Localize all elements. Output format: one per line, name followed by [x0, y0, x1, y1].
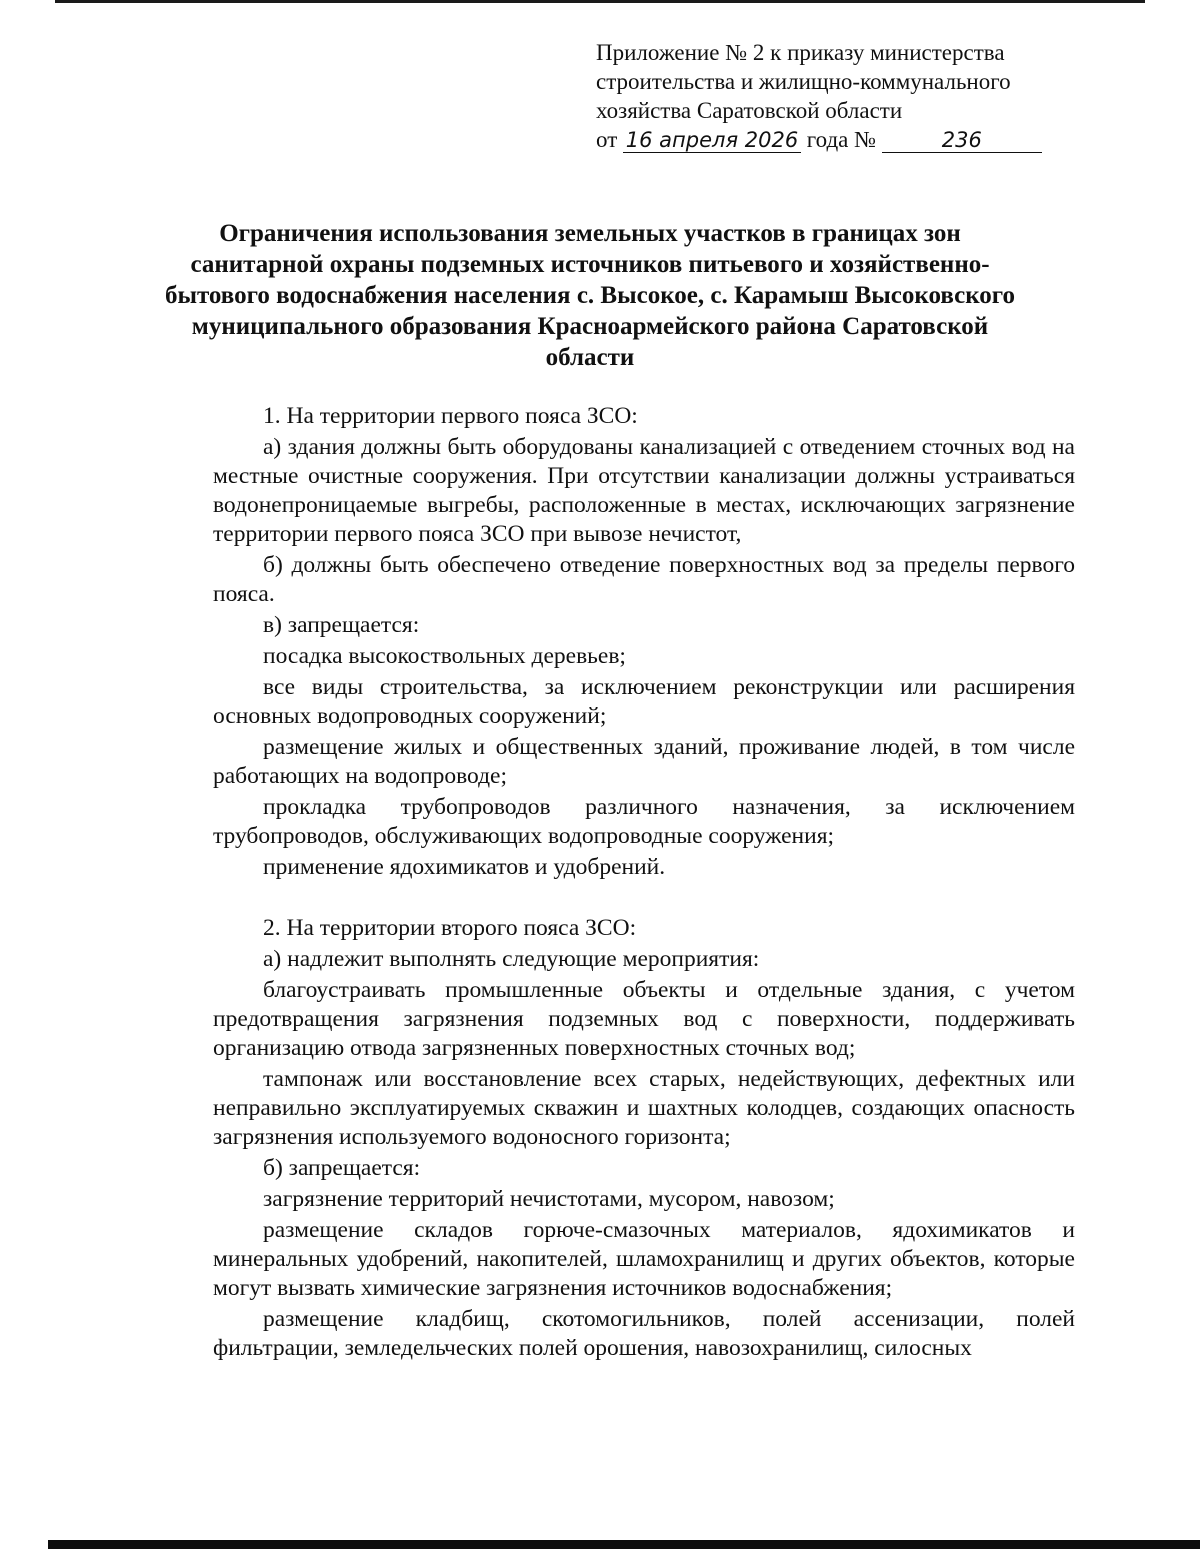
header-line-3: хозяйства Саратовской области [596, 98, 903, 123]
section-1-prohibition-3: размещение жилых и общественных зданий, проживание людей, в том числе работающих на водопроводе; [213, 734, 1075, 789]
header-date-line [596, 125, 1116, 154]
section-2-heading: 2. На территории второго пояса ЗСО: [263, 915, 637, 941]
section-1-prohibition-2: все виды строительства, за исключением реконструкции или расширения основных водопроводных сооружений; [213, 674, 1075, 729]
year-label: года № [806, 127, 877, 152]
section-2-prohibition-3: размещение кладбищ, скотомогильников, полей ассенизации, полей фильтрации, земледельческих полей орошения, навозохранилищ, силосных [213, 1306, 1075, 1361]
header-line-1: Приложение № 2 к приказу министерства [596, 40, 1005, 65]
scan-edge-bottom [48, 1540, 1200, 1549]
from-label: от [596, 127, 618, 152]
scan-edge-top [55, 0, 1145, 3]
section-1-heading: 1. На территории первого пояса ЗСО: [263, 403, 638, 429]
section-1-item-a: а) здания должны быть оборудованы канализацией с отведением сточных вод на местные очистные сооружения. При отсутствии канализации должны устраиваться водонепроницаемые выгребы, расположенные в местах, исключающих загрязнение территории первого пояса ЗСО при вывозе нечистот, [213, 434, 1075, 547]
header-line-2: строительства и жилищно-коммунального [596, 69, 1011, 94]
section-2-item-a: а) надлежит выполнять следующие мероприятия: [263, 946, 760, 972]
section-1-item-v: в) запрещается: [263, 612, 420, 638]
section-1-prohibition-1: посадка высокоствольных деревьев; [263, 643, 626, 669]
section-2-item-b: б) запрещается: [263, 1155, 421, 1181]
document-body [213, 402, 1075, 1365]
section-1-item-b: б) должны быть обеспечено отведение поверхностных вод за пределы первого пояса. [213, 552, 1075, 607]
handwritten-date: 16 апреля 2026 [623, 128, 801, 153]
section-2-measure-1: благоустраивать промышленные объекты и отдельные здания, с учетом предотвращения загрязнения подземных вод с поверхности, поддерживать организацию отвода загрязненных поверхностных сточных вод; [213, 977, 1075, 1061]
section-2-measure-2: тампонаж или восстановление всех старых, недействующих, дефектных или неправильно эксплуатируемых скважин и шахтных колодцев, создающих опасность загрязнения используемого водоносного горизонта; [213, 1066, 1075, 1150]
section-1-prohibition-5: применение ядохимикатов и удобрений. [263, 854, 666, 880]
document-title: Ограничения использования земельных участков в границах зон санитарной охраны подземных источников питьевого и хозяйственно-бытового водоснабжения населения с. Высокое, с. Карамыш Высоковского муниципального образования Красноармейского района Саратовской области [164, 220, 1016, 371]
section-2-prohibition-1: загрязнение территорий нечистотами, мусором, навозом; [263, 1186, 835, 1212]
section-gap [213, 884, 1075, 914]
handwritten-order-number: 236 [882, 128, 1042, 153]
appendix-header [596, 38, 1116, 154]
section-2-prohibition-2: размещение складов горюче-смазочных материалов, ядохимикатов и минеральных удобрений, накопителей, шламохранилищ и других объектов, которые могут вызвать химические загрязнения источников водоснабжения; [213, 1217, 1075, 1301]
section-1-prohibition-4: прокладка трубопроводов различного назначения, за исключением трубопроводов, обслуживающих водопроводные сооружения; [213, 794, 1075, 849]
